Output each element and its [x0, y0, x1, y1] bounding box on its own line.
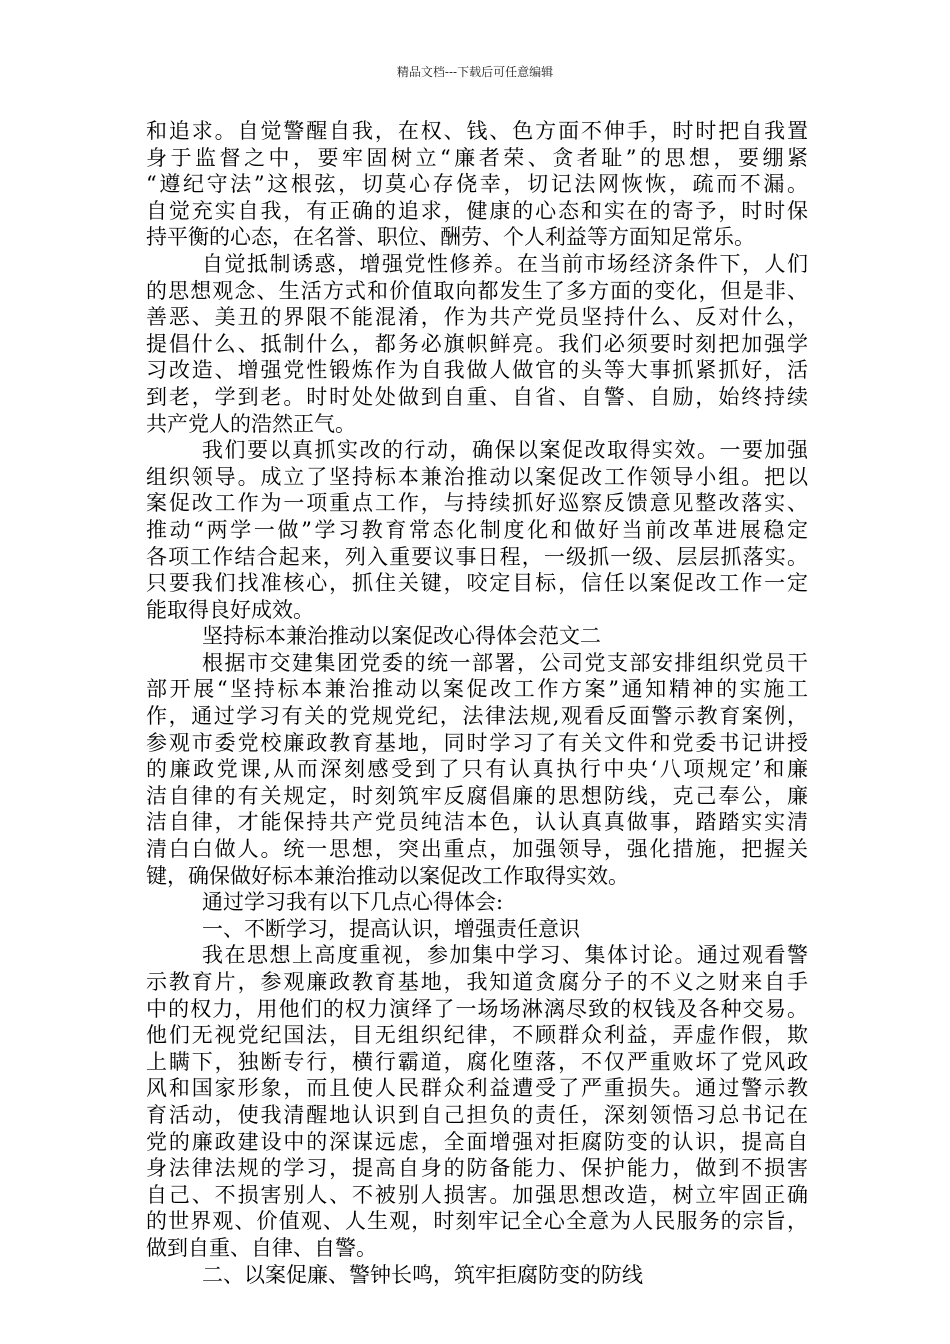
text-line: 我们要以真抓实改的行动，确保以案促改取得实效。一要加强 — [202, 438, 808, 463]
text-line: 二、以案促廉、警钟长鸣，筑牢拒腐防变的防线 — [202, 1262, 643, 1287]
text-line: 作，通过学习有关的党规党纪，法律法规,观看反面警示教育案例， — [146, 704, 808, 729]
text-line: 他们无视党纪国法，目无组织纪律，不顾群众利益，弄虚作假，欺 — [146, 1023, 808, 1048]
text-line: “遵纪守法”这根弦，切莫心存侥幸，切记法网恢恢，疏而不漏。 — [146, 172, 808, 197]
text-line: 自觉充实自我，有正确的追求，健康的心态和实在的寄予，时时保 — [146, 198, 808, 223]
text-line: 参观市委党校廉政教育基地，同时学习了有关文件和党委书记讲授 — [146, 730, 808, 755]
text-line: 清白白做人。统一思想，突出重点，加强领导，强化措施，把握关 — [146, 837, 808, 862]
text-line: 党的廉政建设中的深谋远虑，全面增强对拒腐防变的认识，提高自 — [146, 1129, 808, 1154]
text-line: 到老，学到老。时时处处做到自重、自省、自警、自励，始终持续 — [146, 384, 808, 409]
text-line: 习改造、增强党性锻炼作为自我做人做官的头等大事抓紧抓好，活 — [146, 358, 808, 383]
text-line: 洁自律，才能保持共产党员纯洁本色，认认真真做事，踏踏实实清 — [146, 810, 808, 835]
text-line: 身于监督之中，要牢固树立“廉者荣、贪者耻”的思想，要绷紧 — [146, 145, 808, 170]
text-line: 身法律法规的学习，提高自身的防备能力、保护能力，做到不损害 — [146, 1156, 808, 1181]
text-line: 共产党人的浩然正气。 — [146, 411, 356, 436]
text-line: 做到自重、自律、自警。 — [146, 1235, 377, 1260]
text-line: 案促改工作为一项重点工作，与持续抓好巡察反馈意见整改落实、 — [146, 491, 808, 516]
text-line: 洁自律的有关规定，时刻筑牢反腐倡廉的思想防线，克己奉公，廉 — [146, 783, 808, 808]
text-line: 持平衡的心态，在名誉、职位、酬劳、个人利益等方面知足常乐。 — [146, 225, 755, 250]
text-line: 上瞒下，独断专行，横行霸道，腐化堕落，不仅严重败坏了党风政 — [146, 1049, 808, 1074]
text-line: 通过学习我有以下几点心得体会: — [202, 890, 504, 915]
document-body — [146, 118, 808, 1288]
text-line: 坚持标本兼治推动以案促改心得体会范文二 — [202, 624, 601, 649]
text-line: 和追求。自觉警醒自我，在权、钱、色方面不伸手，时时把自我置 — [146, 119, 808, 143]
text-line: 推动“两学一做”学习教育常态化制度化和做好当前改革进展稳定 — [146, 517, 808, 542]
text-line: 善恶、美丑的界限不能混淆，作为共产党员坚持什么、反对什么， — [146, 305, 808, 330]
text-line: 提倡什么、抵制什么，都务必旗帜鲜亮。我们必须要时刻把加强学 — [146, 331, 808, 356]
text-line: 键，确保做好标本兼治推动以案促改工作取得实效。 — [146, 863, 629, 888]
text-line: 各项工作结合起来，列入重要议事日程，一级抓一级、层层抓落实。 — [146, 544, 808, 569]
text-line: 我在思想上高度重视，参加集中学习、集体讨论。通过观看警 — [202, 943, 808, 968]
text-line: 的世界观、价值观、人生观，时刻牢记全心全意为人民服务的宗旨， — [146, 1209, 808, 1234]
text-line: 育活动，使我清醒地认识到自己担负的责任，深刻领悟习总书记在 — [146, 1102, 808, 1127]
text-line: 自觉抵制诱惑，增强党性修养。在当前市场经济条件下，人们 — [202, 251, 808, 276]
text-line: 自己、不损害别人、不被别人损害。加强思想改造，树立牢固正确 — [146, 1182, 808, 1207]
text-line: 中的权力，用他们的权力演绎了一场场淋漓尽致的权钱及各种交易。 — [146, 996, 808, 1021]
text-line: 示教育片，参观廉政教育基地，我知道贪腐分子的不义之财来自手 — [146, 970, 808, 994]
text-line: 的廉政党课,从而深刻感受到了只有认真执行中央‘八项规定’和廉 — [146, 757, 808, 782]
text-line: 只要我们找准核心，抓住关键，咬定目标，信任以案促改工作一定 — [146, 571, 808, 596]
text-line: 部开展“坚持标本兼治推动以案促改工作方案”通知精神的实施工 — [146, 677, 808, 702]
text-line: 一、不断学习，提高认识，增强责任意识 — [202, 916, 580, 941]
text-line: 风和国家形象，而且使人民群众利益遭受了严重损失。通过警示教 — [146, 1076, 808, 1101]
page-header: 精品文档---下载后可任意编辑 — [396, 65, 554, 79]
text-line: 组织领导。成立了坚持标本兼治推动以案促改工作领导小组。把以 — [146, 464, 808, 489]
text-line: 根据市交建集团党委的统一部署，公司党支部安排组织党员干 — [202, 650, 808, 675]
text-line: 能取得良好成效。 — [146, 597, 314, 622]
text-line: 的思想观念、生活方式和价值取向都发生了多方面的变化，但是非、 — [146, 278, 808, 303]
